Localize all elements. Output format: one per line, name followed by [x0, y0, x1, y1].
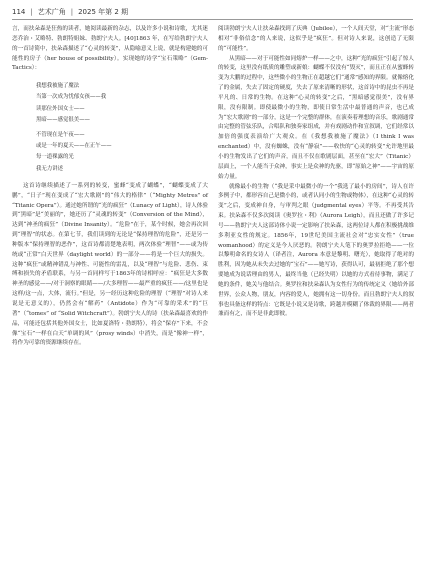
header-separator: | [70, 8, 74, 16]
paragraph-3: 就像最小的生物（“我是采中最微小的一个”我选了最小的房间”，诗人在许多例子中，都形容自己是微小的，或者认同小的生物或物体），在这种“心灵的转变”之后，变成神自身，与审判之眼（judgmental eyes）平等。不再受其告束。扶朵森不仅多次阅读《奥罗拉・利》（Aurora Leigh），而且还做了许多记号——勃朗宁夫人这部诗体小说一定影响了扶朵森，这两位诗人都在积极挑战维多利亚女性的规定。1856年，19世纪美国主流社会对“忠实女性”（true womanhood）的定义是今人厌恶的。勃朗宁夫人笔下的奥罗拉拒绝——一位以黎明命名的女诗人（译者注，Aurora 本意是黎明、曙光），她取得了绝对的胜利，因为她从未失去过她的“宝石”——她写诗，获得认可，最初拒绝了那个想要她成为说话理由的男人，最终当他（已经失明）以她的方式看待事物，满足了她的条件，她关与他结合。奥罗拉和扶朵森认为女性行为的传统定义（她给外部世界，公众人物，朋友，内容的爱人，她拥有这一切身份。而且勃朗宁夫人的叙事也具备这样的特点：它既是小说又是诗歌，跨越并模糊了体裁的界限——两者兼而有之，而不是非此即彼。 [218, 183, 414, 318]
journal-title: 艺术广角 [37, 8, 66, 16]
poem-line: 读那位外国女士—— [36, 105, 85, 112]
poem-line: 每一道裸露的光 [36, 154, 74, 161]
paragraph-2: 从黑暗——对于可能性如同熔炉一样——之中，这种“光的疯狂”引起了惊人的转变，这里没有纸质的雕塑或新娘：蝴蝶不仅没有“毁灭”，而且正在从蜜蜂转变为大鹏的过程中，这些微小的生物正在超越它们“通常”感知的界限。就像熔化了的金属，失去了固定的硬度，失去了原来清晰的形状，这首诗中的昆虫不再是平凡的、日常的生物。在这种“心灵的转变”之后，“黑暗感觉很美”，没有界限，没有限制。即使最微小的生物，即使日常生活中最普通的声音，也已成为“宏大歌剧”的一部分，这是一个完整的群体，在演奏着理想的音乐，歌剧通常由完整的管弦乐队，合唱队和独奏家组成，并有戏剧动作和宣叙调，它们经常以加倍的强度表演给广大观众。在《我想我被施了魔法》（I think I was enchanted）中，没有蜘蛛，没有“静寂”——收快的“心灵的转变”允许地里最小的生物发出了它们的声音，而且不仅在歌剧层面，甚至在“宏大”（Titanic）层面上，一个人能当于众神，事实上是众神的先驱，即“原始之神”——宇宙的原始力量。 [218, 55, 414, 180]
running-header [12, 7, 128, 17]
paragraph-1: 阅读勃朗宁夫人让扶朵森找到了庆典（Jubilee），一个人间天堂，对“主流”形态相对“非俗信念”的人来说，这似乎是“疯狂”。但对诗人来说，这创造了无限的“可能性”。 [218, 26, 414, 52]
main-paragraph: 这首诗继续描述了一系列的转变，蜜蜂“变成了蝴蝶”，“蝴蝶变成了大鹏”，“日子”现在变成了“宏大歌剧”的“伟大的格律”（“Mighty Metres” of “Titanic Opera”）。通过她所谓的“光的疯狂”（Lunacy of Light），诗人体验到“黑暗”是“美丽的”，她还历了“灵魂的转变”（Conversion of the Mind），达到“神圣的疯狂”（Divine Insanity）。“危险”在于，某个时候，她会再次回到“理智”的状态。在第七节，我们读到的无论是“保持理智的危险”，还是另一种版本“保持理智的恶作”，这首诗都清楚地表明，两次体验“理智”——或为传统或“正常”白天世界（daylight world）的一部分——将是一个巨大的损失。这种“疯狂”或精神错乱与神性、可能性的雷乱，以及“理智”与危险、悲伤、束缚和损失的矛盾联系，与另一首同样写于1863年的诗相呼应：“疯狂是大多数神圣的感觉——/对于洞察的眼睛——/大多理智——最严重的疯狂——/这里也是这样/这一点，大体，流行。”但是，另一经历这种危险的理智（“理智”对诗人来说是无意义的），仍然会有“解药”（Antidote）作为“可靠的采术”的“巨著”（“tomes” of “Solid Witchcraft”）。勃朗宁夫人的诗（扶朵森最喜欢的作品，可能还包括其他外国女士，比如夏洛特・勃朗特），将会“保存”下来，不会像“宝石”一样在白天“单调的风”（prosy winds）中消失，而是“像神一样”，将作为可靠的资源继续存在。 [12, 182, 208, 347]
poem-line: 我无力讲述 [36, 165, 63, 172]
header-rule [12, 19, 413, 20]
intro-paragraph: 言，而扶朵森是狂热的读者，她阅读最新的杂志，以及许多小说和诗歌，尤其迷恋乔治・艾略特、勃朗特姐妹、勃朗宁夫人。[40]1863 年，在写给勃朗宁夫人的一首诗简中，扶朵森描述了“心灵的转变”，从隐喻意义上说，就是构建她的可能性的房子（her house of possibility）。实现她的诗学“宝石策略”（Gem-Tactics）： [12, 26, 208, 72]
poem-line: 不管现在是午夜—— [36, 132, 85, 139]
poem-line: 当第一次成为忧郁女孩——我 [36, 94, 107, 101]
poem-line: 或是一年的夏天——在正午—— [36, 143, 112, 150]
poem-line: 黑暗——感觉很美—— [36, 116, 90, 123]
page-number: 114 [12, 8, 26, 16]
journal-issue: 2025 年第 2 期 [78, 8, 129, 16]
poem-line: 我想我被施了魔法 [36, 83, 80, 90]
header-separator: | [30, 8, 33, 16]
poem-stanza-1 [36, 81, 208, 175]
right-column [218, 25, 414, 320]
left-column [12, 25, 208, 349]
